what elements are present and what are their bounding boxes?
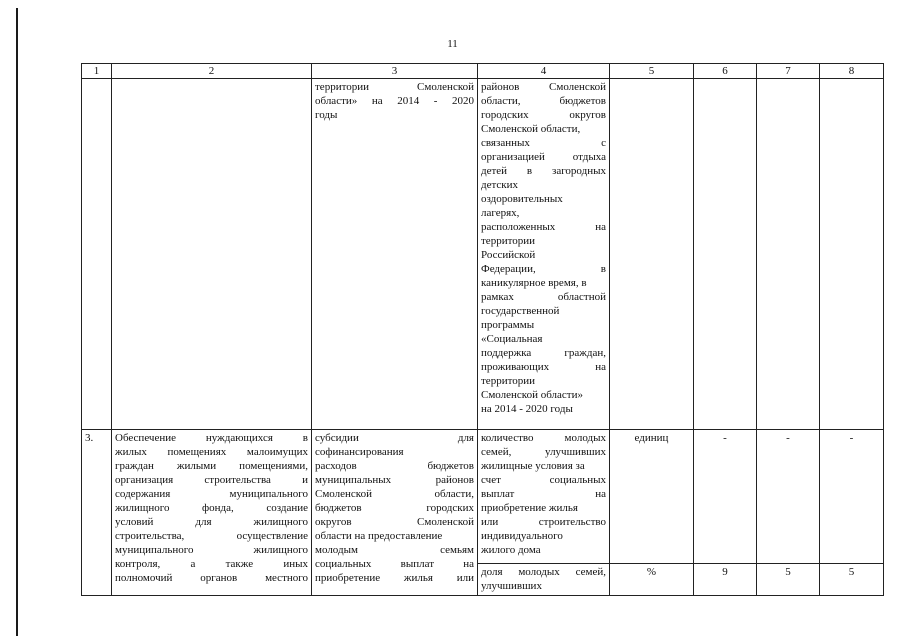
- column-number: 3: [312, 64, 478, 79]
- text-line: государственной: [481, 305, 560, 317]
- text-line: расходов бюджетов: [315, 460, 474, 472]
- text-line: жилого дома: [481, 544, 541, 556]
- unit-cell: [610, 79, 694, 430]
- text-line: Обеспечение нуждающихся в: [115, 432, 308, 444]
- value-cell: -: [757, 430, 820, 564]
- text-line: поддержка граждан,: [481, 347, 606, 359]
- text-line: или строительство: [481, 516, 606, 528]
- text-line: связанных с: [481, 137, 606, 149]
- text-line: территории: [481, 235, 536, 247]
- text-line: «Социальная: [481, 333, 543, 345]
- text-line: жилищного фонда, создание: [115, 502, 308, 514]
- text-line: молодым семьям: [315, 544, 474, 556]
- program-indicators-table: [81, 63, 884, 596]
- column-number: 7: [757, 64, 820, 79]
- text-line: расположенных на: [481, 221, 606, 233]
- text-line: территории Смоленской: [315, 81, 474, 93]
- text-line: строительства, осуществление: [115, 530, 308, 542]
- text-line: районов Смоленской: [481, 81, 606, 93]
- value-cell: 5: [757, 564, 820, 596]
- indicator-cell: [478, 79, 610, 430]
- text-line: Смоленской области»: [481, 389, 583, 401]
- text-line: городских округов: [481, 109, 606, 121]
- text-line: условий для жилищного: [115, 516, 308, 528]
- unit-cell: единиц: [610, 430, 694, 564]
- value-cell: 5: [820, 564, 884, 596]
- text-line: бюджетов городских: [315, 502, 474, 514]
- text-line: счет социальных: [481, 474, 606, 486]
- task-cell: [112, 79, 312, 430]
- page-number: 11: [447, 38, 458, 50]
- funding-cell: [312, 430, 478, 596]
- text-line: каникулярное время, в: [481, 277, 587, 289]
- text-line: организацией отдыха: [481, 151, 606, 163]
- column-number-row: [82, 64, 884, 79]
- text-line: программы: [481, 319, 535, 331]
- text-line: граждан жилыми помещениями,: [115, 460, 308, 472]
- column-number: 4: [478, 64, 610, 79]
- text-line: полномочий органов местного: [115, 572, 308, 584]
- row-number-cell: [82, 79, 112, 430]
- text-line: доля молодых семей,: [481, 566, 606, 578]
- task-cell: [112, 430, 312, 596]
- scan-edge-line: [16, 8, 18, 636]
- text-line: Смоленской области,: [315, 488, 474, 500]
- column-number: 8: [820, 64, 884, 79]
- text-line: детских: [481, 179, 519, 191]
- text-line: семей, улучшивших: [481, 446, 606, 458]
- text-line: выплат на: [481, 488, 606, 500]
- text-line: годы: [315, 109, 338, 121]
- text-line: количество молодых: [481, 432, 606, 444]
- unit-cell: %: [610, 564, 694, 596]
- indicator-cell: [478, 430, 610, 564]
- text-line: содержания муниципального: [115, 488, 308, 500]
- text-line: организация строительства и: [115, 474, 308, 486]
- text-line: детей в загородных: [481, 165, 606, 177]
- text-line: округов Смоленской: [315, 516, 474, 528]
- value-cell: -: [694, 430, 757, 564]
- row-number-cell: 3.: [82, 430, 112, 596]
- text-line: социальных выплат на: [315, 558, 474, 570]
- value-cell: [820, 79, 884, 430]
- text-line: софинансирования: [315, 446, 404, 458]
- text-line: улучшивших: [481, 580, 542, 592]
- column-number: 6: [694, 64, 757, 79]
- text-line: субсидии для: [315, 432, 474, 444]
- column-number: 1: [82, 64, 112, 79]
- text-line: Российской: [481, 249, 536, 261]
- funding-cell: [312, 79, 478, 430]
- text-line: проживающих на: [481, 361, 606, 373]
- text-line: контроля, а также иных: [115, 558, 308, 570]
- text-line: территории: [481, 375, 536, 387]
- task-3-row-indicator-1: [82, 430, 884, 564]
- text-line: муниципальных районов: [315, 474, 474, 486]
- text-line: жилых помещениях малоимущих: [115, 446, 308, 458]
- text-line: области, бюджетов: [481, 95, 606, 107]
- value-cell: 9: [694, 564, 757, 596]
- text-line: приобретение жилья: [481, 502, 578, 514]
- text-line: области на предоставление: [315, 530, 443, 542]
- text-line: на 2014 - 2020 годы: [481, 403, 573, 415]
- column-number: 2: [112, 64, 312, 79]
- value-cell: -: [820, 430, 884, 564]
- text-line: муниципального жилищного: [115, 544, 308, 556]
- value-cell: [694, 79, 757, 430]
- indicator-cell: [478, 564, 610, 596]
- text-line: области» на 2014 - 2020: [315, 95, 474, 107]
- column-number: 5: [610, 64, 694, 79]
- text-line: индивидуального: [481, 530, 563, 542]
- text-line: Смоленской области,: [481, 123, 581, 135]
- text-line: жилищные условия за: [481, 460, 585, 472]
- text-line: рамках областной: [481, 291, 606, 303]
- text-line: оздоровительных: [481, 193, 563, 205]
- text-line: лагерях,: [481, 207, 520, 219]
- value-cell: [757, 79, 820, 430]
- continuation-row: [82, 79, 884, 430]
- text-line: приобретение жилья или: [315, 572, 474, 584]
- text-line: Федерации, в: [481, 263, 606, 275]
